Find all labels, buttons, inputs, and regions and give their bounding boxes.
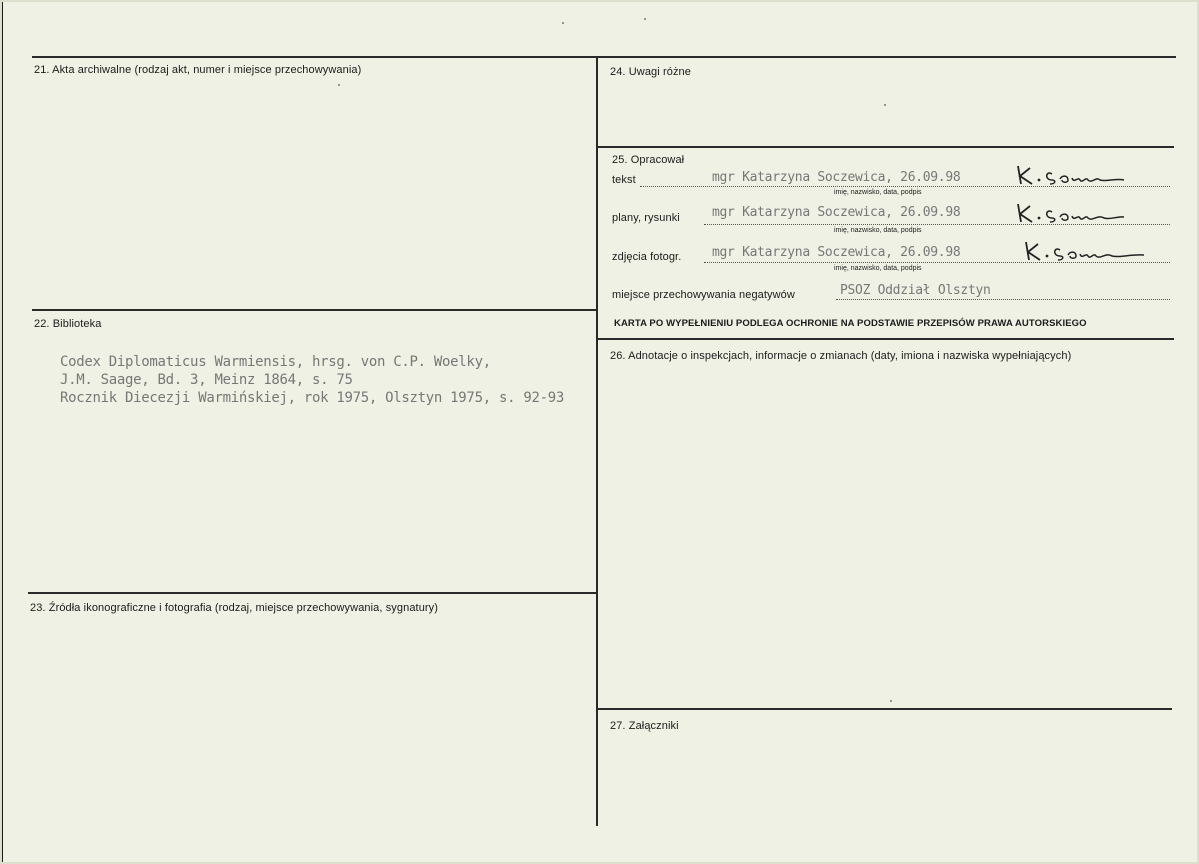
section-27-label: 27. Załączniki <box>610 720 679 732</box>
paper-speck <box>562 22 564 24</box>
section-26-label: 26. Adnotacje o inspekcjach, informacje o zmianach (daty, imiona i nazwiska wypełniających) <box>610 350 1072 362</box>
negatives-line <box>836 299 1170 300</box>
row-plans-value: mgr Katarzyna Soczewica, 26.09.98 <box>712 205 961 220</box>
library-entry-3: Rocznik Diecezji Warmińskiej, rok 1975, Olsztyn 1975, s. 92-93 <box>60 390 564 406</box>
library-entry-2: J.M. Saage, Bd. 3, Meinz 1864, s. 75 <box>60 372 353 388</box>
section-21-label: 21. Akta archiwalne (rodzaj akt, numer i miejsce przechowywania) <box>34 64 362 76</box>
signature-2 <box>1012 200 1132 226</box>
section-24-label: 24. Uwagi różne <box>610 66 691 78</box>
row-text-label: tekst <box>612 174 636 186</box>
paper-speck <box>338 84 340 86</box>
rule-26-27 <box>598 708 1172 710</box>
top-rule <box>32 56 1176 58</box>
section-23-label: 23. Źródła ikonograficzne i fotografia (rodzaj, miejsce przechowywania, sygnatury) <box>30 602 439 614</box>
negatives-label: miejsce przechowywania negatywów <box>612 289 795 301</box>
rule-25-26 <box>598 338 1174 340</box>
section-25-label: 25. Opracował <box>612 154 685 166</box>
signature-3 <box>1020 238 1150 264</box>
paper-speck <box>890 700 892 702</box>
library-entry-1: Codex Diplomaticus Warmiensis, hrsg. von C.P. Woelky, <box>60 354 491 370</box>
paper-speck <box>644 18 646 20</box>
row-plans-label: plany, rysunki <box>612 212 680 224</box>
rule-22-23 <box>28 592 598 594</box>
row-photos-label: zdjęcia fotogr. <box>612 251 682 263</box>
row-plans-caption: imię, nazwisko, data, podpis <box>834 227 922 234</box>
negatives-value: PSOZ Oddział Olsztyn <box>840 283 991 298</box>
copyright-notice: KARTA PO WYPEŁNIENIU PODLEGA OCHRONIE NA PODSTAWIE PRZEPISÓW PRAWA AUTORSKIEGO <box>614 318 1087 329</box>
row-text-value: mgr Katarzyna Soczewica, 26.09.98 <box>712 170 961 185</box>
row-photos-value: mgr Katarzyna Soczewica, 26.09.98 <box>712 245 961 260</box>
paper-speck <box>884 104 886 106</box>
section-22-label: 22. Biblioteka <box>34 318 102 330</box>
signature-1 <box>1012 162 1132 188</box>
row-text-caption: imię, nazwisko, data, podpis <box>834 189 922 196</box>
rule-24-25 <box>598 146 1174 148</box>
rule-21-22 <box>32 309 598 311</box>
center-divider <box>596 56 598 826</box>
row-photos-caption: imię, nazwisko, data, podpis <box>834 265 922 272</box>
